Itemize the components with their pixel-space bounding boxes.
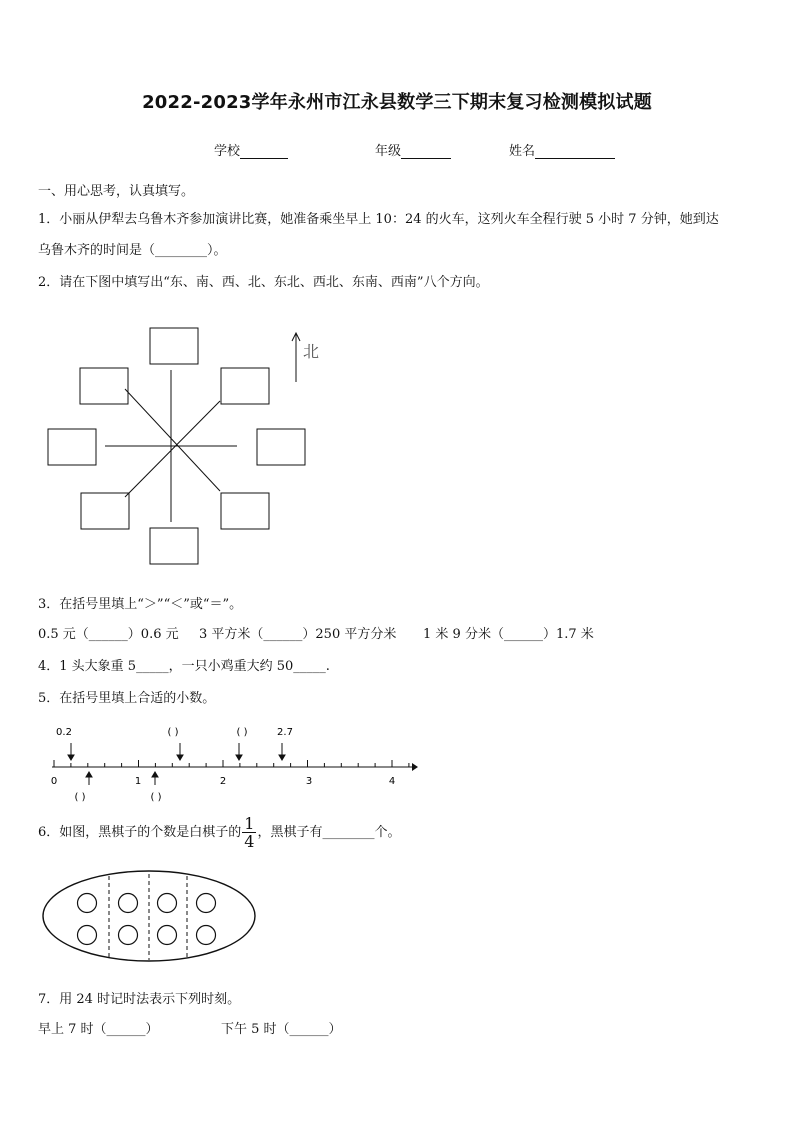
up-arrow-icon	[152, 772, 158, 777]
q6-text-before: 6．如图，黑棋子的个数是白棋子的	[38, 825, 242, 840]
chess-piece	[158, 926, 177, 945]
north-label: 北	[303, 342, 320, 361]
box-bottom-right[interactable]	[221, 493, 269, 529]
q3-item-2: 3 平方米（______）250 平方分米	[199, 627, 397, 642]
compass-diagram	[40, 320, 340, 570]
up-arrow-icon	[86, 772, 92, 777]
box-bottom[interactable]	[150, 528, 198, 564]
q6-text-after: ，黑棋子有________个。	[257, 825, 401, 840]
axis-label-0: 0	[50, 776, 58, 787]
q1-line2: 乌鲁木齐的时间是（________）。	[38, 243, 227, 258]
blank-top-2[interactable]: ( )	[236, 727, 248, 738]
box-top[interactable]	[150, 328, 198, 364]
grade-field	[375, 140, 451, 159]
chess-piece	[119, 926, 138, 945]
axis-label-1: 1	[134, 776, 142, 787]
q4-text: 4．1 头大象重 5_____，一只小鸡重大约 50_____.	[38, 659, 330, 674]
q6-text	[38, 815, 400, 850]
chess-piece	[119, 894, 138, 913]
chess-piece	[78, 894, 97, 913]
number-line	[40, 718, 420, 808]
chess-piece	[158, 894, 177, 913]
box-bottom-left[interactable]	[81, 493, 129, 529]
blank-bottom-2[interactable]: ( )	[150, 792, 162, 803]
down-arrow-icon	[279, 755, 285, 760]
chess-piece	[78, 926, 97, 945]
down-arrow-icon	[236, 755, 242, 760]
box-top-left[interactable]	[80, 368, 128, 404]
diagonal-line-1	[125, 389, 220, 491]
school-blank[interactable]	[240, 144, 288, 159]
box-top-right[interactable]	[221, 368, 269, 404]
q1-line1: 1．小丽从伊犁去乌鲁木齐参加演讲比赛，她准备乘坐早上 10：24 的火车，这列火车全程行驶 5 小时 7 分钟，她到达	[38, 212, 719, 227]
school-label: 学校	[214, 144, 241, 159]
blank-top-1[interactable]: ( )	[167, 727, 179, 738]
name-blank[interactable]	[535, 144, 615, 159]
name-label: 姓名	[509, 144, 536, 159]
box-left[interactable]	[48, 429, 96, 465]
page-title: 2022-2023学年永州市江永县数学三下期末复习检测模拟试题	[142, 92, 652, 113]
q7-item-1: 早上 7 时（______）	[38, 1022, 159, 1037]
q7-item-2: 下午 5 时（______）	[221, 1022, 342, 1037]
down-arrow-icon	[68, 755, 74, 760]
q3-item-1: 0.5 元（______）0.6 元	[38, 627, 179, 642]
fraction-numerator: 1	[244, 814, 255, 833]
chess-piece	[197, 926, 216, 945]
q5-text: 5．在括号里填上合适的小数。	[38, 691, 216, 706]
label-2-7: 2.7	[277, 727, 293, 738]
chess-piece	[197, 894, 216, 913]
label-0-2: 0.2	[56, 727, 72, 738]
school-field	[214, 140, 288, 159]
fraction-one-quarter	[242, 815, 256, 850]
q3-text: 3．在括号里填上“＞”“＜”或“＝”。	[38, 597, 243, 612]
grade-blank[interactable]	[401, 144, 451, 159]
axis-label-2: 2	[219, 776, 227, 787]
diagonal-line-2	[125, 401, 220, 497]
name-field	[509, 140, 615, 159]
fraction-denominator: 4	[244, 832, 255, 851]
axis-label-4: 4	[388, 776, 396, 787]
q7-text: 7．用 24 时记时法表示下列时刻。	[38, 992, 241, 1007]
blank-bottom-1[interactable]: ( )	[74, 792, 86, 803]
axis-label-3: 3	[305, 776, 313, 787]
chess-pieces-diagram	[40, 868, 262, 968]
down-arrow-icon	[177, 755, 183, 760]
section-heading: 一、用心思考，认真填写。	[38, 184, 195, 199]
q3-item-3: 1 米 9 分米（______）1.7 米	[423, 627, 594, 642]
axis-arrowhead-icon	[412, 763, 418, 771]
q2-text: 2．请在下图中填写出“东、南、西、北、东北、西北、东南、西南”八个方向。	[38, 275, 489, 290]
grade-label: 年级	[375, 144, 402, 159]
box-right[interactable]	[257, 429, 305, 465]
